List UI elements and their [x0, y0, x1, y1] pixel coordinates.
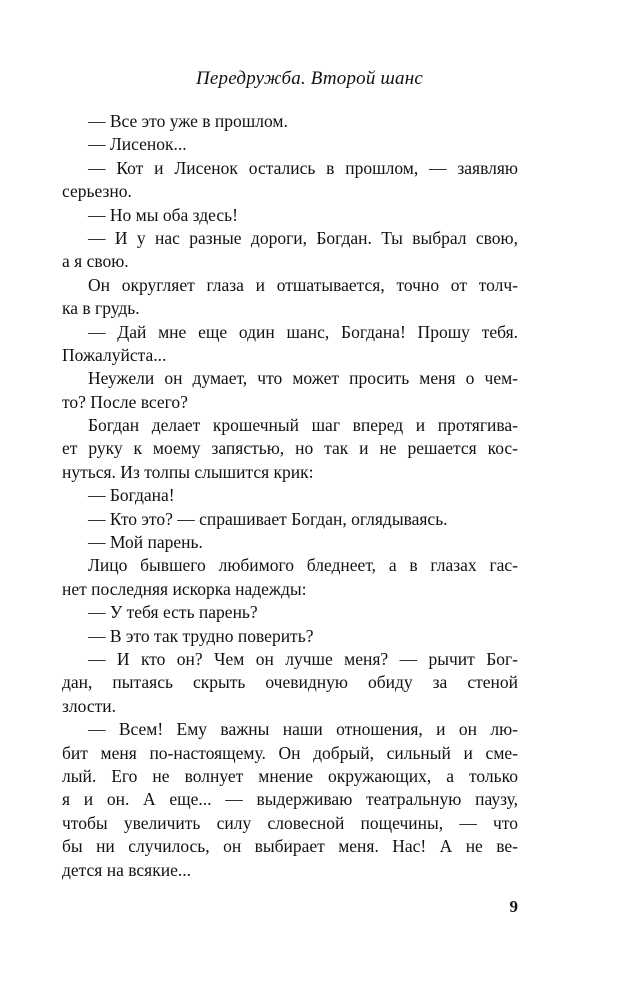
text-line: ет руку к моему запястью, но так и не решается кос- [62, 438, 518, 459]
text-line: — Лисенок... [88, 134, 187, 155]
text-line: — Кто это? — спрашивает Богдан, оглядываясь. [88, 508, 448, 529]
text-line: ка в грудь. [62, 298, 140, 319]
text-line: — И кто он? Чем он лучше меня? — рычит Бог- [88, 648, 518, 669]
text-line: Он округляет глаза и отшатывается, точно от толч- [88, 274, 518, 295]
text-line: бит меня по-настоящему. Он добрый, сильный и сме- [62, 742, 518, 763]
text-line: — У тебя есть парень? [88, 602, 258, 623]
text-line: лый. Его не волнует мнение окружающих, а только [62, 765, 518, 786]
text-line: — Мой парень. [88, 532, 203, 553]
text-line: то? После всего? [62, 391, 188, 412]
text-line: Пожалуйста... [62, 344, 167, 365]
text-line: злости. [62, 695, 116, 716]
text-line: я и он. А еще... — выдерживаю театральную паузу, [62, 789, 518, 810]
text-line: серьезно. [62, 181, 132, 202]
text-line: нет последняя искорка надежды: [62, 578, 307, 599]
text-line: бы ни случилось, он выбирает меня. Нас! А не ве- [62, 836, 518, 857]
text-line: — Все это уже в прошлом. [88, 111, 288, 131]
text-line: Неужели он думает, что может просить меня о чем- [88, 368, 518, 389]
text-line: дан, пытаясь скрыть очевидную обиду за стеной [62, 672, 518, 693]
text-line: нуться. Из толпы слышится крик: [62, 461, 314, 482]
text-line: дется на всякие... [62, 859, 191, 880]
text-line: — Богдана! [88, 485, 175, 506]
text-line: — Всем! Ему важны наши отношения, и он лю- [88, 719, 518, 740]
text-line: Богдан делает крошечный шаг вперед и протягива- [88, 415, 518, 436]
text-line: — Кот и Лисенок остались в прошлом, — заявляю [88, 157, 518, 178]
page-text [62, 110, 518, 882]
text-line: — И у нас разные дороги, Богдан. Ты выбрал свою, [88, 227, 518, 248]
text-line: а я свою. [62, 251, 129, 272]
text-line: чтобы увеличить силу словесной пощечины, — что [62, 812, 518, 833]
running-header: Передружба. Второй шанс [195, 68, 424, 89]
page-number: 9 [509, 897, 518, 916]
text-line: — Но мы оба здесь! [88, 204, 238, 225]
text-line: — В это так трудно поверить? [88, 625, 314, 646]
text-line: Лицо бывшего любимого бледнеет, а в глазах гас- [88, 555, 518, 576]
text-line: — Дай мне еще один шанс, Богдана! Прошу тебя. [88, 321, 518, 342]
